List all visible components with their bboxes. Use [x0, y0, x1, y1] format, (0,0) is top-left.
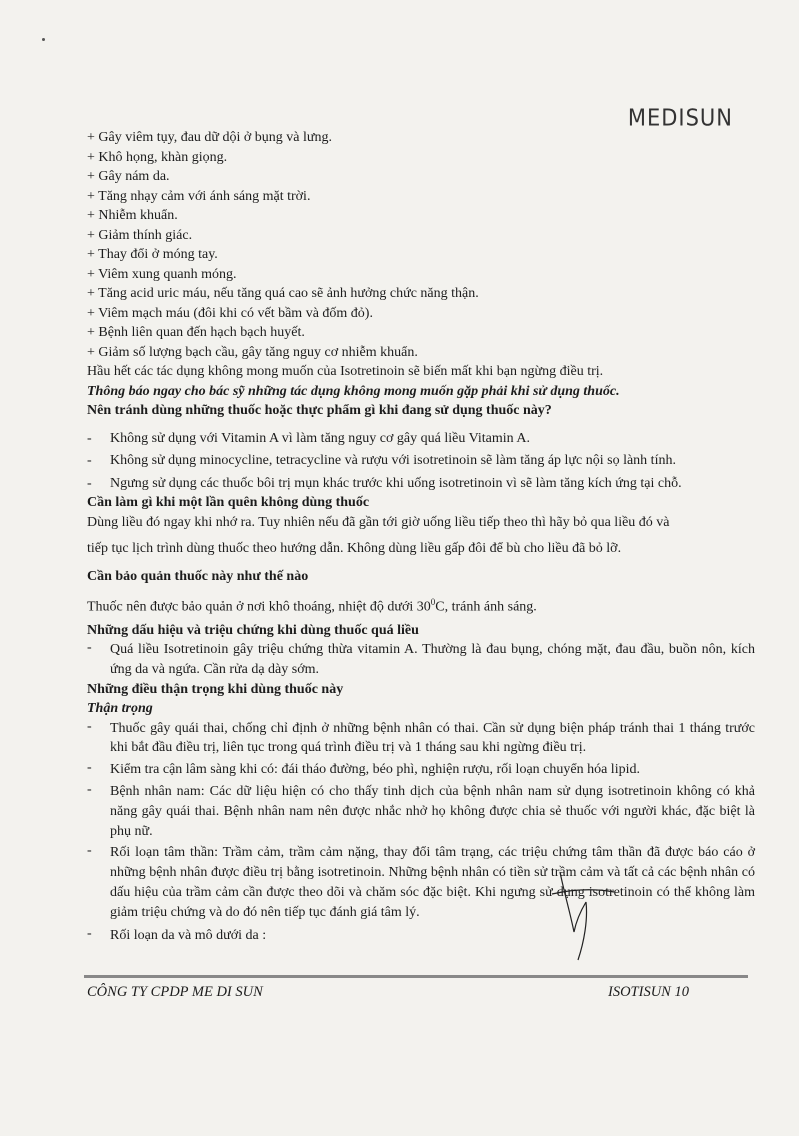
side-effect-item: + Bệnh liên quan đến hạch bạch huyết. [87, 325, 305, 340]
precautions-subheading: Thận trọng [87, 701, 153, 717]
company-logo: MEDISUN [627, 104, 733, 132]
avoid-heading: Nên tránh dùng những thuốc hoặc thực phẩm gì khi đang sử dụng thuốc này? [87, 403, 552, 418]
side-effect-item: + Khô họng, khàn giọng. [87, 149, 228, 165]
footer-company: CÔNG TY CPDP ME DI SUN [87, 984, 263, 1000]
missed-dose-text: tiếp tục lịch trình dùng thuốc theo hướng dẫn. Không dùng liều gấp đôi để bù cho liều đã bỏ lỡ. [87, 541, 622, 556]
precautions-heading: Những điều thận trọng khi dùng thuốc này [87, 681, 344, 697]
side-effect-note: Hầu hết các tác dụng không mong muốn của Isotretinoin sẽ biến mất khi bạn ngừng điều trị. [87, 364, 604, 379]
avoid-item: - Ngưng sử dụng các thuốc bôi trị mụn khác trước khi uống isotretinoin vì sẽ làm tăng kích ứng tại chỗ. [87, 475, 682, 491]
scan-speck [42, 38, 45, 41]
side-effect-item: + Tăng acid uric máu, nếu tăng quá cao sẽ ảnh hưởng chức năng thận. [87, 286, 479, 301]
avoid-item: - Không sử dụng với Vitamin A vì làm tăng nguy cơ gây quá liều Vitamin A. [87, 430, 530, 446]
overdose-item: - Quá liều Isotretinoin gây triệu chứng thừa vitamin A. Thường là đau bụng, chóng mặt, đau đầu, buồn nôn, kích ứng da và ngứa. Cần rửa dạ dày sớm. [87, 640, 755, 677]
side-effect-item: + Gây viêm tụy, đau dữ dội ở bụng và lưng. [87, 130, 332, 145]
side-effect-item: + Gây nám da. [87, 169, 170, 184]
side-effect-item: + Viêm mạch máu (đôi khi có vết bầm và đốm đỏ). [87, 305, 373, 321]
side-effect-item: + Giảm thính giác. [87, 227, 193, 243]
storage-heading: Cần bảo quản thuốc này như thế nào [87, 568, 309, 584]
precaution-item: - Rối loạn da và mô dưới da : [87, 925, 267, 943]
precaution-item: - Bệnh nhân nam: Các dữ liệu hiện có cho thấy tinh dịch của bệnh nhân nam sử dụng isotretinoin không có khả năng gây quái thai. Bệnh nhân nam nên được nhắc nhở họ không được chia sẻ thuốc với người khác, đặc biệt là phụ nữ. [87, 781, 755, 839]
precaution-item: - Thuốc gây quái thai, chống chỉ định ở những bệnh nhân có thai. Cần sử dụng biện pháp tránh thai 1 tháng trước khi bắt đầu điều trị, liên tục trong quá trình điều trị và 1 tháng sau khi ngừng điều trị. [87, 718, 755, 756]
handwritten-signature [530, 862, 620, 962]
storage-text: Thuốc nên được bảo quản ở nơi khô thoáng, nhiệt độ dưới $30^0C$, tránh ánh sáng. [87, 597, 537, 615]
side-effect-item: + Tăng nhạy cảm với ánh sáng mặt trời. [87, 188, 311, 204]
overdose-heading: Những dấu hiệu và triệu chứng khi dùng thuốc quá liều [87, 622, 419, 638]
side-effect-item: + Viêm xung quanh móng. [87, 266, 237, 282]
document-body [87, 128, 755, 945]
side-effect-item: + Giảm số lượng bạch cầu, gây tăng nguy cơ nhiễm khuẩn. [87, 344, 418, 360]
missed-dose-heading: Cần làm gì khi một lần quên không dùng thuốc [87, 495, 370, 510]
precaution-item: - Kiểm tra cận lâm sàng khi có: đái tháo đường, béo phì, nghiện rượu, rối loạn chuyển hóa lipid. [87, 760, 640, 778]
side-effect-item: + Nhiễm khuẩn. [87, 208, 178, 223]
footer-divider [84, 975, 748, 978]
avoid-item: - Không sử dụng minocycline, tetracycline và rượu với isotretinoin sẽ làm tăng áp lực nội sọ lành tính. [87, 453, 676, 468]
footer-product: ISOTISUN 10 [608, 984, 689, 1000]
notify-doctor-note: Thông báo ngay cho bác sỹ những tác dụng không mong muốn gặp phải khi sử dụng thuốc. [87, 383, 620, 399]
precaution-item: - Rối loạn tâm thần: Trầm cảm, trầm cảm nặng, thay đổi tâm trạng, các triệu chứng tâm thần đã được báo cáo ở những bệnh nhân được điều trị bằng isotretinoin. Những bệnh nhân có tiền sử trầm cảm và tất cả các bệnh nhân có dấu hiệu của trầm cảm cần được theo dõi và chăm sóc đặc biệt. Khi ngưng sử dụng isotretinoin có thể không làm giảm triệu chứng và do đó nên tiếp tục đánh giá tâm lý. [87, 843, 755, 920]
missed-dose-text: Dùng liều đó ngay khi nhớ ra. Tuy nhiên nếu đã gần tới giờ uống liều tiếp theo thì hãy bỏ qua liều đó và [87, 514, 670, 530]
side-effect-item: + Thay đổi ở móng tay. [87, 247, 218, 262]
